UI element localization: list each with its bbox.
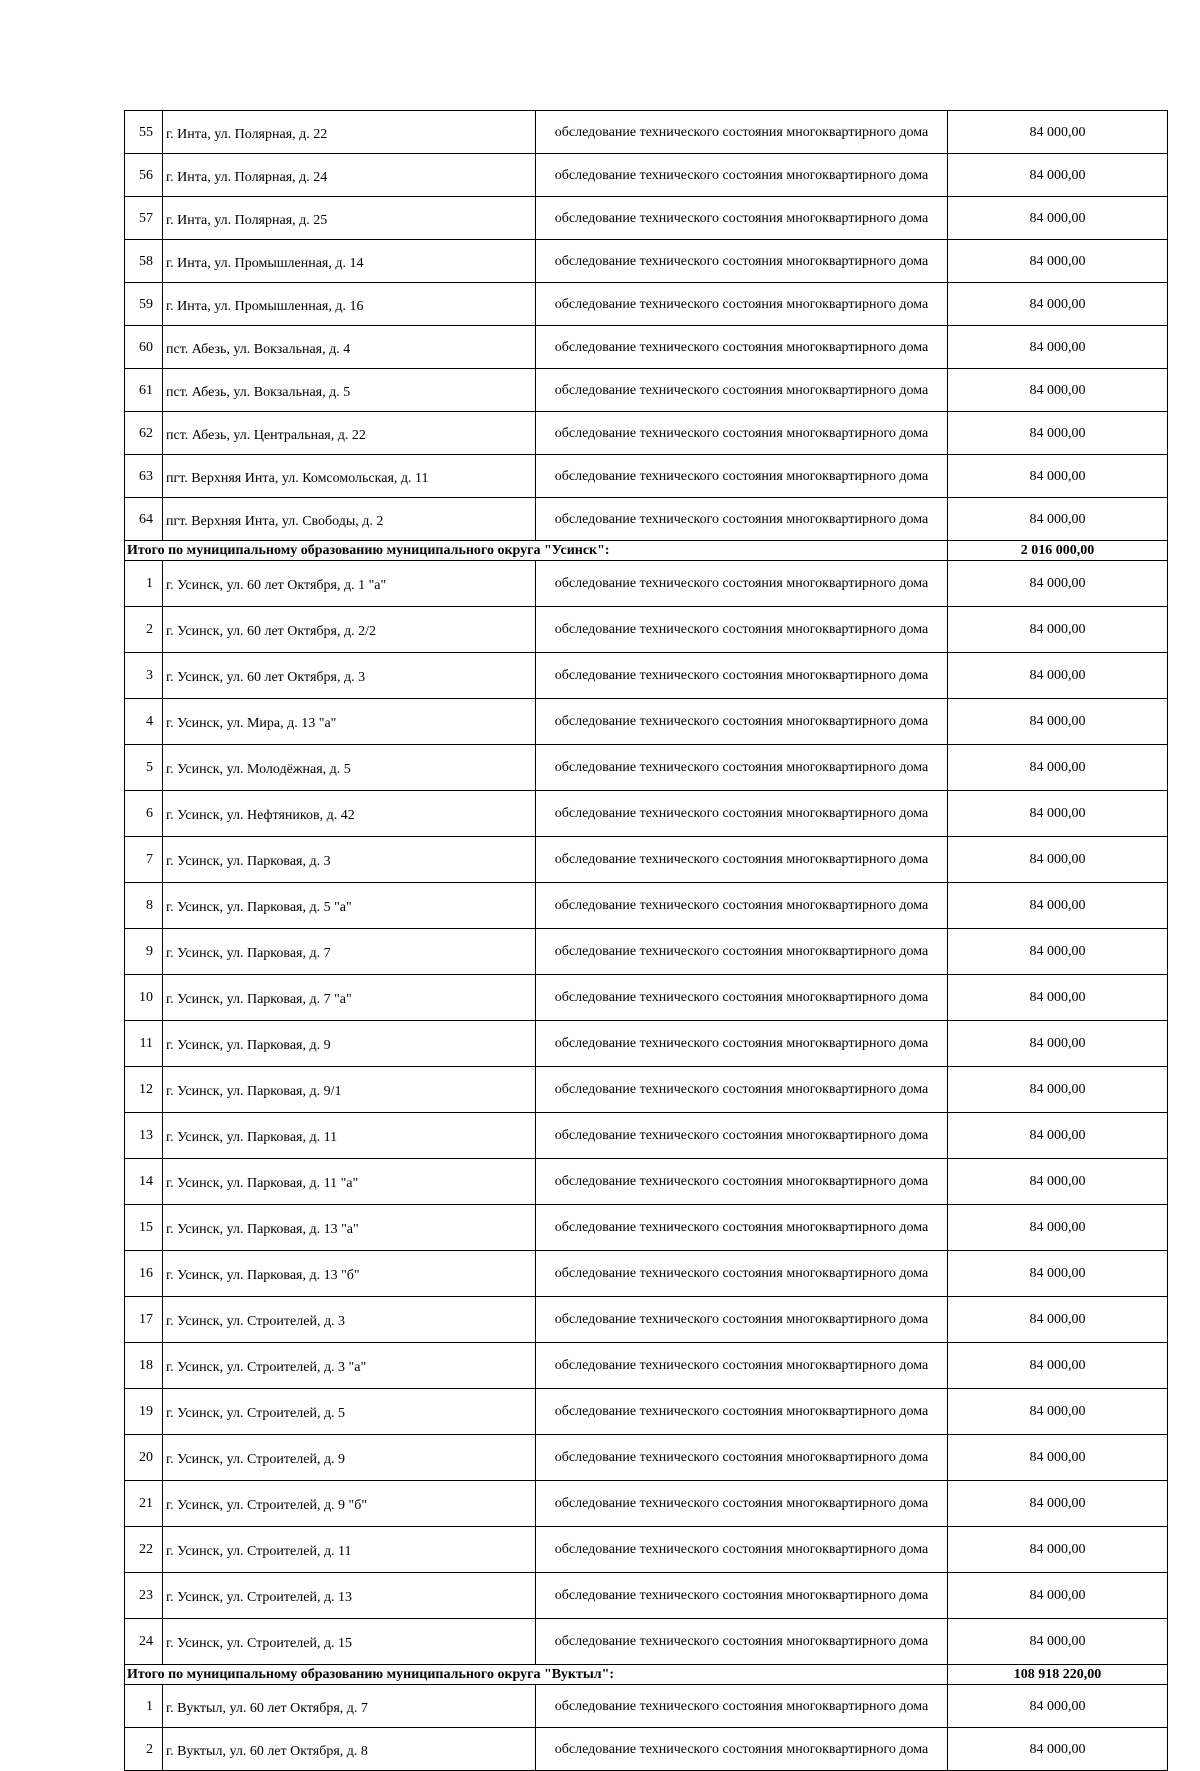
table-row — [125, 1573, 1168, 1619]
row-sum: 84 000,00 — [948, 1728, 1168, 1771]
row-work-type: обследование технического состояния многоквартирного дома — [536, 1251, 948, 1297]
row-sum: 84 000,00 — [948, 561, 1168, 607]
row-work-type: обследование технического состояния многоквартирного дома — [536, 1728, 948, 1771]
row-work-type: обследование технического состояния многоквартирного дома — [536, 1067, 948, 1113]
table-row — [125, 699, 1168, 745]
row-number: 7 — [125, 837, 163, 883]
row-number: 17 — [125, 1297, 163, 1343]
table-row — [125, 561, 1168, 607]
row-number: 4 — [125, 699, 163, 745]
row-sum: 84 000,00 — [948, 412, 1168, 455]
row-address: г. Усинск, ул. Молодёжная, д. 5 — [163, 745, 536, 791]
row-work-type: обследование технического состояния многоквартирного дома — [536, 154, 948, 197]
row-address: пст. Абезь, ул. Центральная, д. 22 — [163, 412, 536, 455]
table-row — [125, 1159, 1168, 1205]
row-sum: 84 000,00 — [948, 326, 1168, 369]
row-sum: 84 000,00 — [948, 607, 1168, 653]
row-address: г. Усинск, ул. Строителей, д. 3 — [163, 1297, 536, 1343]
table-body — [125, 111, 1168, 1771]
row-number: 19 — [125, 1389, 163, 1435]
row-sum: 84 000,00 — [948, 1481, 1168, 1527]
section-total-row — [125, 1665, 1168, 1685]
table-row — [125, 607, 1168, 653]
table-row — [125, 197, 1168, 240]
row-address: г. Инта, ул. Полярная, д. 25 — [163, 197, 536, 240]
table-row — [125, 1435, 1168, 1481]
row-sum: 84 000,00 — [948, 1113, 1168, 1159]
table-row — [125, 1527, 1168, 1573]
row-work-type: обследование технического состояния многоквартирного дома — [536, 412, 948, 455]
table-row — [125, 1685, 1168, 1728]
row-sum: 84 000,00 — [948, 197, 1168, 240]
row-number: 58 — [125, 240, 163, 283]
table-row — [125, 283, 1168, 326]
row-work-type: обследование технического состояния многоквартирного дома — [536, 1159, 948, 1205]
row-number: 16 — [125, 1251, 163, 1297]
row-sum: 84 000,00 — [948, 1205, 1168, 1251]
table-row — [125, 1021, 1168, 1067]
row-number: 20 — [125, 1435, 163, 1481]
row-number: 60 — [125, 326, 163, 369]
row-work-type: обследование технического состояния многоквартирного дома — [536, 369, 948, 412]
row-address: г. Усинск, ул. Парковая, д. 13 "а" — [163, 1205, 536, 1251]
row-number: 1 — [125, 561, 163, 607]
table-row — [125, 1619, 1168, 1665]
document-page — [124, 110, 1167, 1771]
row-address: г. Усинск, ул. Мира, д. 13 "а" — [163, 699, 536, 745]
table-row — [125, 369, 1168, 412]
table-row — [125, 326, 1168, 369]
row-sum: 84 000,00 — [948, 369, 1168, 412]
row-sum: 84 000,00 — [948, 1527, 1168, 1573]
row-address: г. Усинск, ул. Парковая, д. 11 — [163, 1113, 536, 1159]
row-sum: 84 000,00 — [948, 111, 1168, 154]
table-row — [125, 791, 1168, 837]
row-address: пст. Абезь, ул. Вокзальная, д. 5 — [163, 369, 536, 412]
row-address: г. Вуктыл, ул. 60 лет Октября, д. 7 — [163, 1685, 536, 1728]
row-address: г. Усинск, ул. Парковая, д. 3 — [163, 837, 536, 883]
row-work-type: обследование технического состояния многоквартирного дома — [536, 283, 948, 326]
row-address: г. Усинск, ул. 60 лет Октября, д. 1 "а" — [163, 561, 536, 607]
row-number: 62 — [125, 412, 163, 455]
table-row — [125, 1728, 1168, 1771]
row-number: 9 — [125, 929, 163, 975]
row-work-type: обследование технического состояния многоквартирного дома — [536, 197, 948, 240]
row-number: 22 — [125, 1527, 163, 1573]
row-number: 64 — [125, 498, 163, 541]
row-number: 2 — [125, 1728, 163, 1771]
row-work-type: обследование технического состояния многоквартирного дома — [536, 498, 948, 541]
table-row — [125, 1251, 1168, 1297]
row-sum: 84 000,00 — [948, 1343, 1168, 1389]
row-address: г. Усинск, ул. 60 лет Октября, д. 2/2 — [163, 607, 536, 653]
row-work-type: обследование технического состояния многоквартирного дома — [536, 1021, 948, 1067]
section-total-row — [125, 541, 1168, 561]
table-row — [125, 929, 1168, 975]
row-sum: 84 000,00 — [948, 283, 1168, 326]
row-sum: 84 000,00 — [948, 154, 1168, 197]
row-sum: 84 000,00 — [948, 1435, 1168, 1481]
row-number: 14 — [125, 1159, 163, 1205]
row-sum: 84 000,00 — [948, 975, 1168, 1021]
row-work-type: обследование технического состояния многоквартирного дома — [536, 837, 948, 883]
row-number: 61 — [125, 369, 163, 412]
table-row — [125, 883, 1168, 929]
row-work-type: обследование технического состояния многоквартирного дома — [536, 1205, 948, 1251]
row-work-type: обследование технического состояния многоквартирного дома — [536, 1573, 948, 1619]
row-number: 59 — [125, 283, 163, 326]
row-number: 8 — [125, 883, 163, 929]
housing-inspection-table — [124, 110, 1168, 1771]
row-work-type: обследование технического состояния многоквартирного дома — [536, 1343, 948, 1389]
table-row — [125, 154, 1168, 197]
section-total-label: Итого по муниципальному образованию муниципального округа "Усинск": — [125, 541, 948, 561]
row-sum: 84 000,00 — [948, 1297, 1168, 1343]
row-number: 24 — [125, 1619, 163, 1665]
table-row — [125, 455, 1168, 498]
row-address: г. Инта, ул. Полярная, д. 22 — [163, 111, 536, 154]
row-address: г. Усинск, ул. 60 лет Октября, д. 3 — [163, 653, 536, 699]
row-address: г. Усинск, ул. Парковая, д. 7 "а" — [163, 975, 536, 1021]
table-row — [125, 975, 1168, 1021]
row-sum: 84 000,00 — [948, 240, 1168, 283]
row-number: 1 — [125, 1685, 163, 1728]
table-row — [125, 1067, 1168, 1113]
row-sum: 84 000,00 — [948, 1389, 1168, 1435]
row-work-type: обследование технического состояния многоквартирного дома — [536, 240, 948, 283]
row-work-type: обследование технического состояния многоквартирного дома — [536, 1619, 948, 1665]
row-number: 10 — [125, 975, 163, 1021]
table-row — [125, 653, 1168, 699]
row-address: пст. Абезь, ул. Вокзальная, д. 4 — [163, 326, 536, 369]
row-number: 12 — [125, 1067, 163, 1113]
row-number: 2 — [125, 607, 163, 653]
row-address: г. Инта, ул. Промышленная, д. 16 — [163, 283, 536, 326]
row-sum: 84 000,00 — [948, 1619, 1168, 1665]
row-work-type: обследование технического состояния многоквартирного дома — [536, 1297, 948, 1343]
row-sum: 84 000,00 — [948, 1573, 1168, 1619]
table-row — [125, 837, 1168, 883]
row-address: г. Усинск, ул. Парковая, д. 9/1 — [163, 1067, 536, 1113]
row-work-type: обследование технического состояния многоквартирного дома — [536, 1527, 948, 1573]
row-work-type: обследование технического состояния многоквартирного дома — [536, 561, 948, 607]
row-number: 15 — [125, 1205, 163, 1251]
row-number: 63 — [125, 455, 163, 498]
row-sum: 84 000,00 — [948, 699, 1168, 745]
row-work-type: обследование технического состояния многоквартирного дома — [536, 1481, 948, 1527]
row-work-type: обследование технического состояния многоквартирного дома — [536, 975, 948, 1021]
table-row — [125, 1205, 1168, 1251]
row-number: 55 — [125, 111, 163, 154]
row-sum: 84 000,00 — [948, 653, 1168, 699]
row-address: г. Усинск, ул. Строителей, д. 5 — [163, 1389, 536, 1435]
section-total-sum: 2 016 000,00 — [948, 541, 1168, 561]
row-number: 3 — [125, 653, 163, 699]
row-address: г. Усинск, ул. Строителей, д. 9 — [163, 1435, 536, 1481]
row-address: г. Усинск, ул. Строителей, д. 3 "а" — [163, 1343, 536, 1389]
row-sum: 84 000,00 — [948, 455, 1168, 498]
row-address: г. Инта, ул. Промышленная, д. 14 — [163, 240, 536, 283]
row-number: 6 — [125, 791, 163, 837]
row-work-type: обследование технического состояния многоквартирного дома — [536, 745, 948, 791]
row-number: 57 — [125, 197, 163, 240]
row-address: г. Усинск, ул. Строителей, д. 9 "б" — [163, 1481, 536, 1527]
row-number: 13 — [125, 1113, 163, 1159]
row-sum: 84 000,00 — [948, 791, 1168, 837]
row-number: 56 — [125, 154, 163, 197]
row-work-type: обследование технического состояния многоквартирного дома — [536, 929, 948, 975]
row-address: г. Инта, ул. Полярная, д. 24 — [163, 154, 536, 197]
row-work-type: обследование технического состояния многоквартирного дома — [536, 653, 948, 699]
row-address: г. Усинск, ул. Парковая, д. 5 "а" — [163, 883, 536, 929]
row-work-type: обследование технического состояния многоквартирного дома — [536, 883, 948, 929]
row-number: 11 — [125, 1021, 163, 1067]
row-address: г. Усинск, ул. Парковая, д. 11 "а" — [163, 1159, 536, 1205]
row-address: пгт. Верхняя Инта, ул. Комсомольская, д. 11 — [163, 455, 536, 498]
row-work-type: обследование технического состояния многоквартирного дома — [536, 455, 948, 498]
row-address: г. Усинск, ул. Нефтяников, д. 42 — [163, 791, 536, 837]
table-row — [125, 1297, 1168, 1343]
row-address: пгт. Верхняя Инта, ул. Свободы, д. 2 — [163, 498, 536, 541]
row-sum: 84 000,00 — [948, 1021, 1168, 1067]
row-work-type: обследование технического состояния многоквартирного дома — [536, 1685, 948, 1728]
table-row — [125, 745, 1168, 791]
table-row — [125, 111, 1168, 154]
row-work-type: обследование технического состояния многоквартирного дома — [536, 791, 948, 837]
table-row — [125, 1389, 1168, 1435]
row-address: г. Усинск, ул. Парковая, д. 9 — [163, 1021, 536, 1067]
row-work-type: обследование технического состояния многоквартирного дома — [536, 607, 948, 653]
row-work-type: обследование технического состояния многоквартирного дома — [536, 699, 948, 745]
table-row — [125, 1481, 1168, 1527]
row-work-type: обследование технического состояния многоквартирного дома — [536, 111, 948, 154]
row-sum: 84 000,00 — [948, 498, 1168, 541]
section-total-label: Итого по муниципальному образованию муниципального округа "Вуктыл": — [125, 1665, 948, 1685]
table-row — [125, 1113, 1168, 1159]
row-work-type: обследование технического состояния многоквартирного дома — [536, 1113, 948, 1159]
row-work-type: обследование технического состояния многоквартирного дома — [536, 1389, 948, 1435]
row-sum: 84 000,00 — [948, 929, 1168, 975]
row-work-type: обследование технического состояния многоквартирного дома — [536, 326, 948, 369]
table-row — [125, 1343, 1168, 1389]
row-address: г. Усинск, ул. Строителей, д. 13 — [163, 1573, 536, 1619]
section-total-sum: 108 918 220,00 — [948, 1665, 1168, 1685]
row-number: 23 — [125, 1573, 163, 1619]
row-sum: 84 000,00 — [948, 1685, 1168, 1728]
row-sum: 84 000,00 — [948, 1251, 1168, 1297]
row-address: г. Усинск, ул. Строителей, д. 11 — [163, 1527, 536, 1573]
row-work-type: обследование технического состояния многоквартирного дома — [536, 1435, 948, 1481]
row-sum: 84 000,00 — [948, 745, 1168, 791]
row-sum: 84 000,00 — [948, 837, 1168, 883]
row-sum: 84 000,00 — [948, 883, 1168, 929]
table-row — [125, 412, 1168, 455]
row-sum: 84 000,00 — [948, 1159, 1168, 1205]
row-number: 21 — [125, 1481, 163, 1527]
row-sum: 84 000,00 — [948, 1067, 1168, 1113]
row-address: г. Усинск, ул. Строителей, д. 15 — [163, 1619, 536, 1665]
row-address: г. Вуктыл, ул. 60 лет Октября, д. 8 — [163, 1728, 536, 1771]
row-number: 18 — [125, 1343, 163, 1389]
row-number: 5 — [125, 745, 163, 791]
row-address: г. Усинск, ул. Парковая, д. 7 — [163, 929, 536, 975]
row-address: г. Усинск, ул. Парковая, д. 13 "б" — [163, 1251, 536, 1297]
table-row — [125, 240, 1168, 283]
table-row — [125, 498, 1168, 541]
